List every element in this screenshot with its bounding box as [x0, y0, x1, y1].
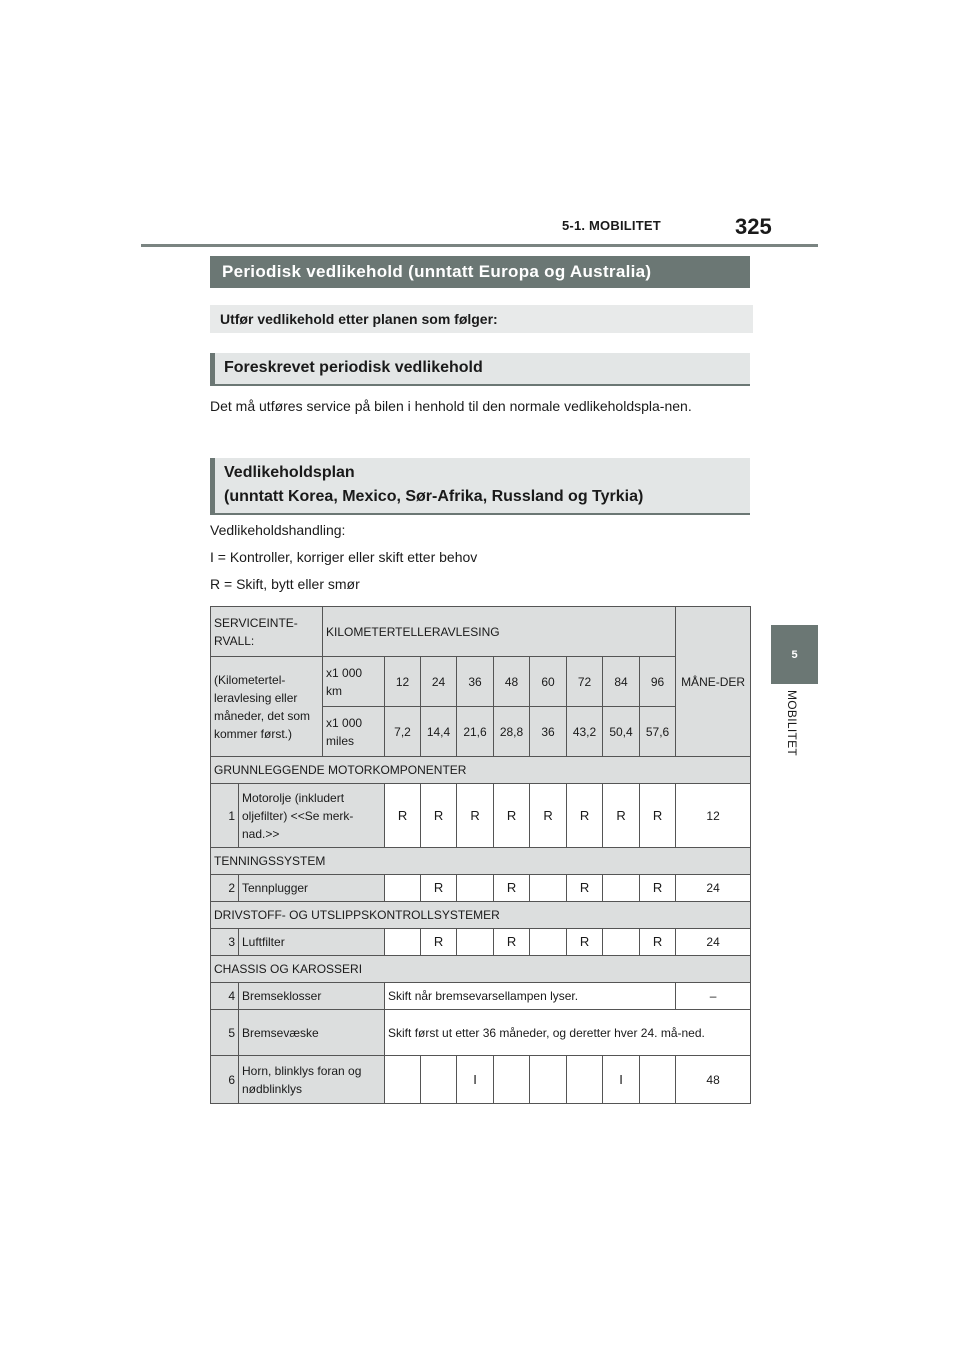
row-cell: R [421, 929, 457, 956]
miles-value: 43,2 [567, 707, 603, 757]
table-row [211, 1010, 751, 1056]
row-cell [640, 1056, 676, 1104]
row-months: 24 [676, 929, 751, 956]
table-row [211, 929, 751, 956]
table-row [211, 983, 751, 1010]
legend-i: I = Kontroller, korriger eller skift etter behov [210, 549, 478, 565]
row-cell: R [421, 784, 457, 848]
row-cell [567, 1056, 603, 1104]
chapter-side-label [785, 690, 805, 780]
row-number: 5 [211, 1010, 239, 1056]
row-cell: I [457, 1056, 494, 1104]
months-header: MÅNE-DER [676, 607, 751, 757]
km-value: 48 [494, 657, 530, 707]
row-item: Bremseklosser [239, 983, 385, 1010]
row-cell: R [567, 875, 603, 902]
section-banner: Periodisk vedlikehold (unntatt Europa og Australia) [210, 256, 750, 288]
row-cell: R [567, 929, 603, 956]
row-cell [530, 1056, 567, 1104]
row-item: Luftfilter [239, 929, 385, 956]
row-months: 48 [676, 1056, 751, 1104]
row-number: 1 [211, 784, 239, 848]
row-item: Tennplugger [239, 875, 385, 902]
row-cell: R [530, 784, 567, 848]
row-months: 24 [676, 875, 751, 902]
intro-paragraph [210, 394, 750, 418]
table-row [211, 875, 751, 902]
miles-unit: x1 000 miles [323, 707, 385, 757]
table-row [211, 784, 751, 848]
row-number: 2 [211, 875, 239, 902]
row-cell [457, 929, 494, 956]
miles-value: 14,4 [421, 707, 457, 757]
row-cell: R [494, 784, 530, 848]
km-value: 72 [567, 657, 603, 707]
heading-prescribed-maintenance: Foreskrevet periodisk vedlikehold [210, 353, 750, 386]
heading-maintenance-plan [210, 458, 750, 515]
miles-value: 50,4 [603, 707, 640, 757]
row-note: Skift først ut etter 36 måneder, og deretter hver 24. må-ned. [385, 1010, 751, 1056]
section-row: TENNINGSSYSTEM [211, 848, 751, 875]
chapter-tab[interactable] [771, 625, 818, 684]
row-item: Motorolje (inkludert oljefilter) <<Se merk-nad.>> [239, 784, 385, 848]
row-months: 12 [676, 784, 751, 848]
heading-plan-line1: Vedlikeholdsplan [224, 464, 355, 481]
chapter-number: 5 [791, 648, 798, 661]
row-number: 3 [211, 929, 239, 956]
row-cell: R [640, 784, 676, 848]
row-cell: R [385, 784, 421, 848]
intro-paragraph-text: Det må utføres service på bilen i henhold til den normale vedlikeholdspla-nen. [210, 398, 692, 414]
km-unit: x1 000 km [323, 657, 385, 707]
heading-plan-line2: (unntatt Korea, Mexico, Sør-Afrika, Russland og Tyrkia) [224, 488, 644, 505]
km-value: 24 [421, 657, 457, 707]
section-row: GRUNNLEGGENDE MOTORKOMPONENTER [211, 757, 751, 784]
row-cell [603, 929, 640, 956]
row-cell [494, 1056, 530, 1104]
row-months: – [676, 983, 751, 1010]
odometer-note: (Kilometertel-leravlesing eller måneder, det som kommer først.) [211, 657, 323, 757]
row-cell: I [603, 1056, 640, 1104]
km-value: 36 [457, 657, 494, 707]
miles-value: 7,2 [385, 707, 421, 757]
row-cell [421, 1056, 457, 1104]
legend-intro: Vedlikeholdshandling: [210, 522, 346, 538]
row-number: 4 [211, 983, 239, 1010]
row-cell: R [640, 875, 676, 902]
legend-r: R = Skift, bytt eller smør [210, 576, 360, 592]
row-cell: R [640, 929, 676, 956]
row-cell: R [567, 784, 603, 848]
row-cell: R [457, 784, 494, 848]
row-cell [530, 875, 567, 902]
miles-value: 28,8 [494, 707, 530, 757]
section-title: 5-1. MOBILITET [562, 218, 661, 233]
odometer-header: KILOMETERTELLERAVLESING [323, 607, 676, 657]
row-cell [385, 1056, 421, 1104]
row-cell [385, 929, 421, 956]
row-cell [603, 875, 640, 902]
section-row: CHASSIS OG KAROSSERI [211, 956, 751, 983]
maintenance-table [210, 606, 751, 1104]
miles-value: 36 [530, 707, 567, 757]
km-value: 60 [530, 657, 567, 707]
miles-value: 21,6 [457, 707, 494, 757]
row-cell [530, 929, 567, 956]
table-row [211, 1056, 751, 1104]
row-item: Horn, blinklys foran og nødblinklys [239, 1056, 385, 1104]
row-item: Bremsevæske [239, 1010, 385, 1056]
row-cell [457, 875, 494, 902]
km-value: 96 [640, 657, 676, 707]
chapter-label: MOBILITET [785, 690, 799, 757]
row-cell [385, 875, 421, 902]
row-cell: R [494, 929, 530, 956]
row-note: Skift når bremsevarsellampen lyser. [385, 983, 676, 1010]
row-cell: R [603, 784, 640, 848]
instruction-bar: Utfør vedlikehold etter planen som følger: [210, 305, 753, 333]
header-rule [141, 244, 818, 247]
row-cell: R [494, 875, 530, 902]
service-interval-header: SERVICEINTE-RVALL: [211, 607, 323, 657]
page-number: 325 [735, 214, 772, 239]
section-row: DRIVSTOFF- OG UTSLIPPSKONTROLLSYSTEMER [211, 902, 751, 929]
km-value: 12 [385, 657, 421, 707]
km-value: 84 [603, 657, 640, 707]
miles-value: 57,6 [640, 707, 676, 757]
row-number: 6 [211, 1056, 239, 1104]
row-cell: R [421, 875, 457, 902]
